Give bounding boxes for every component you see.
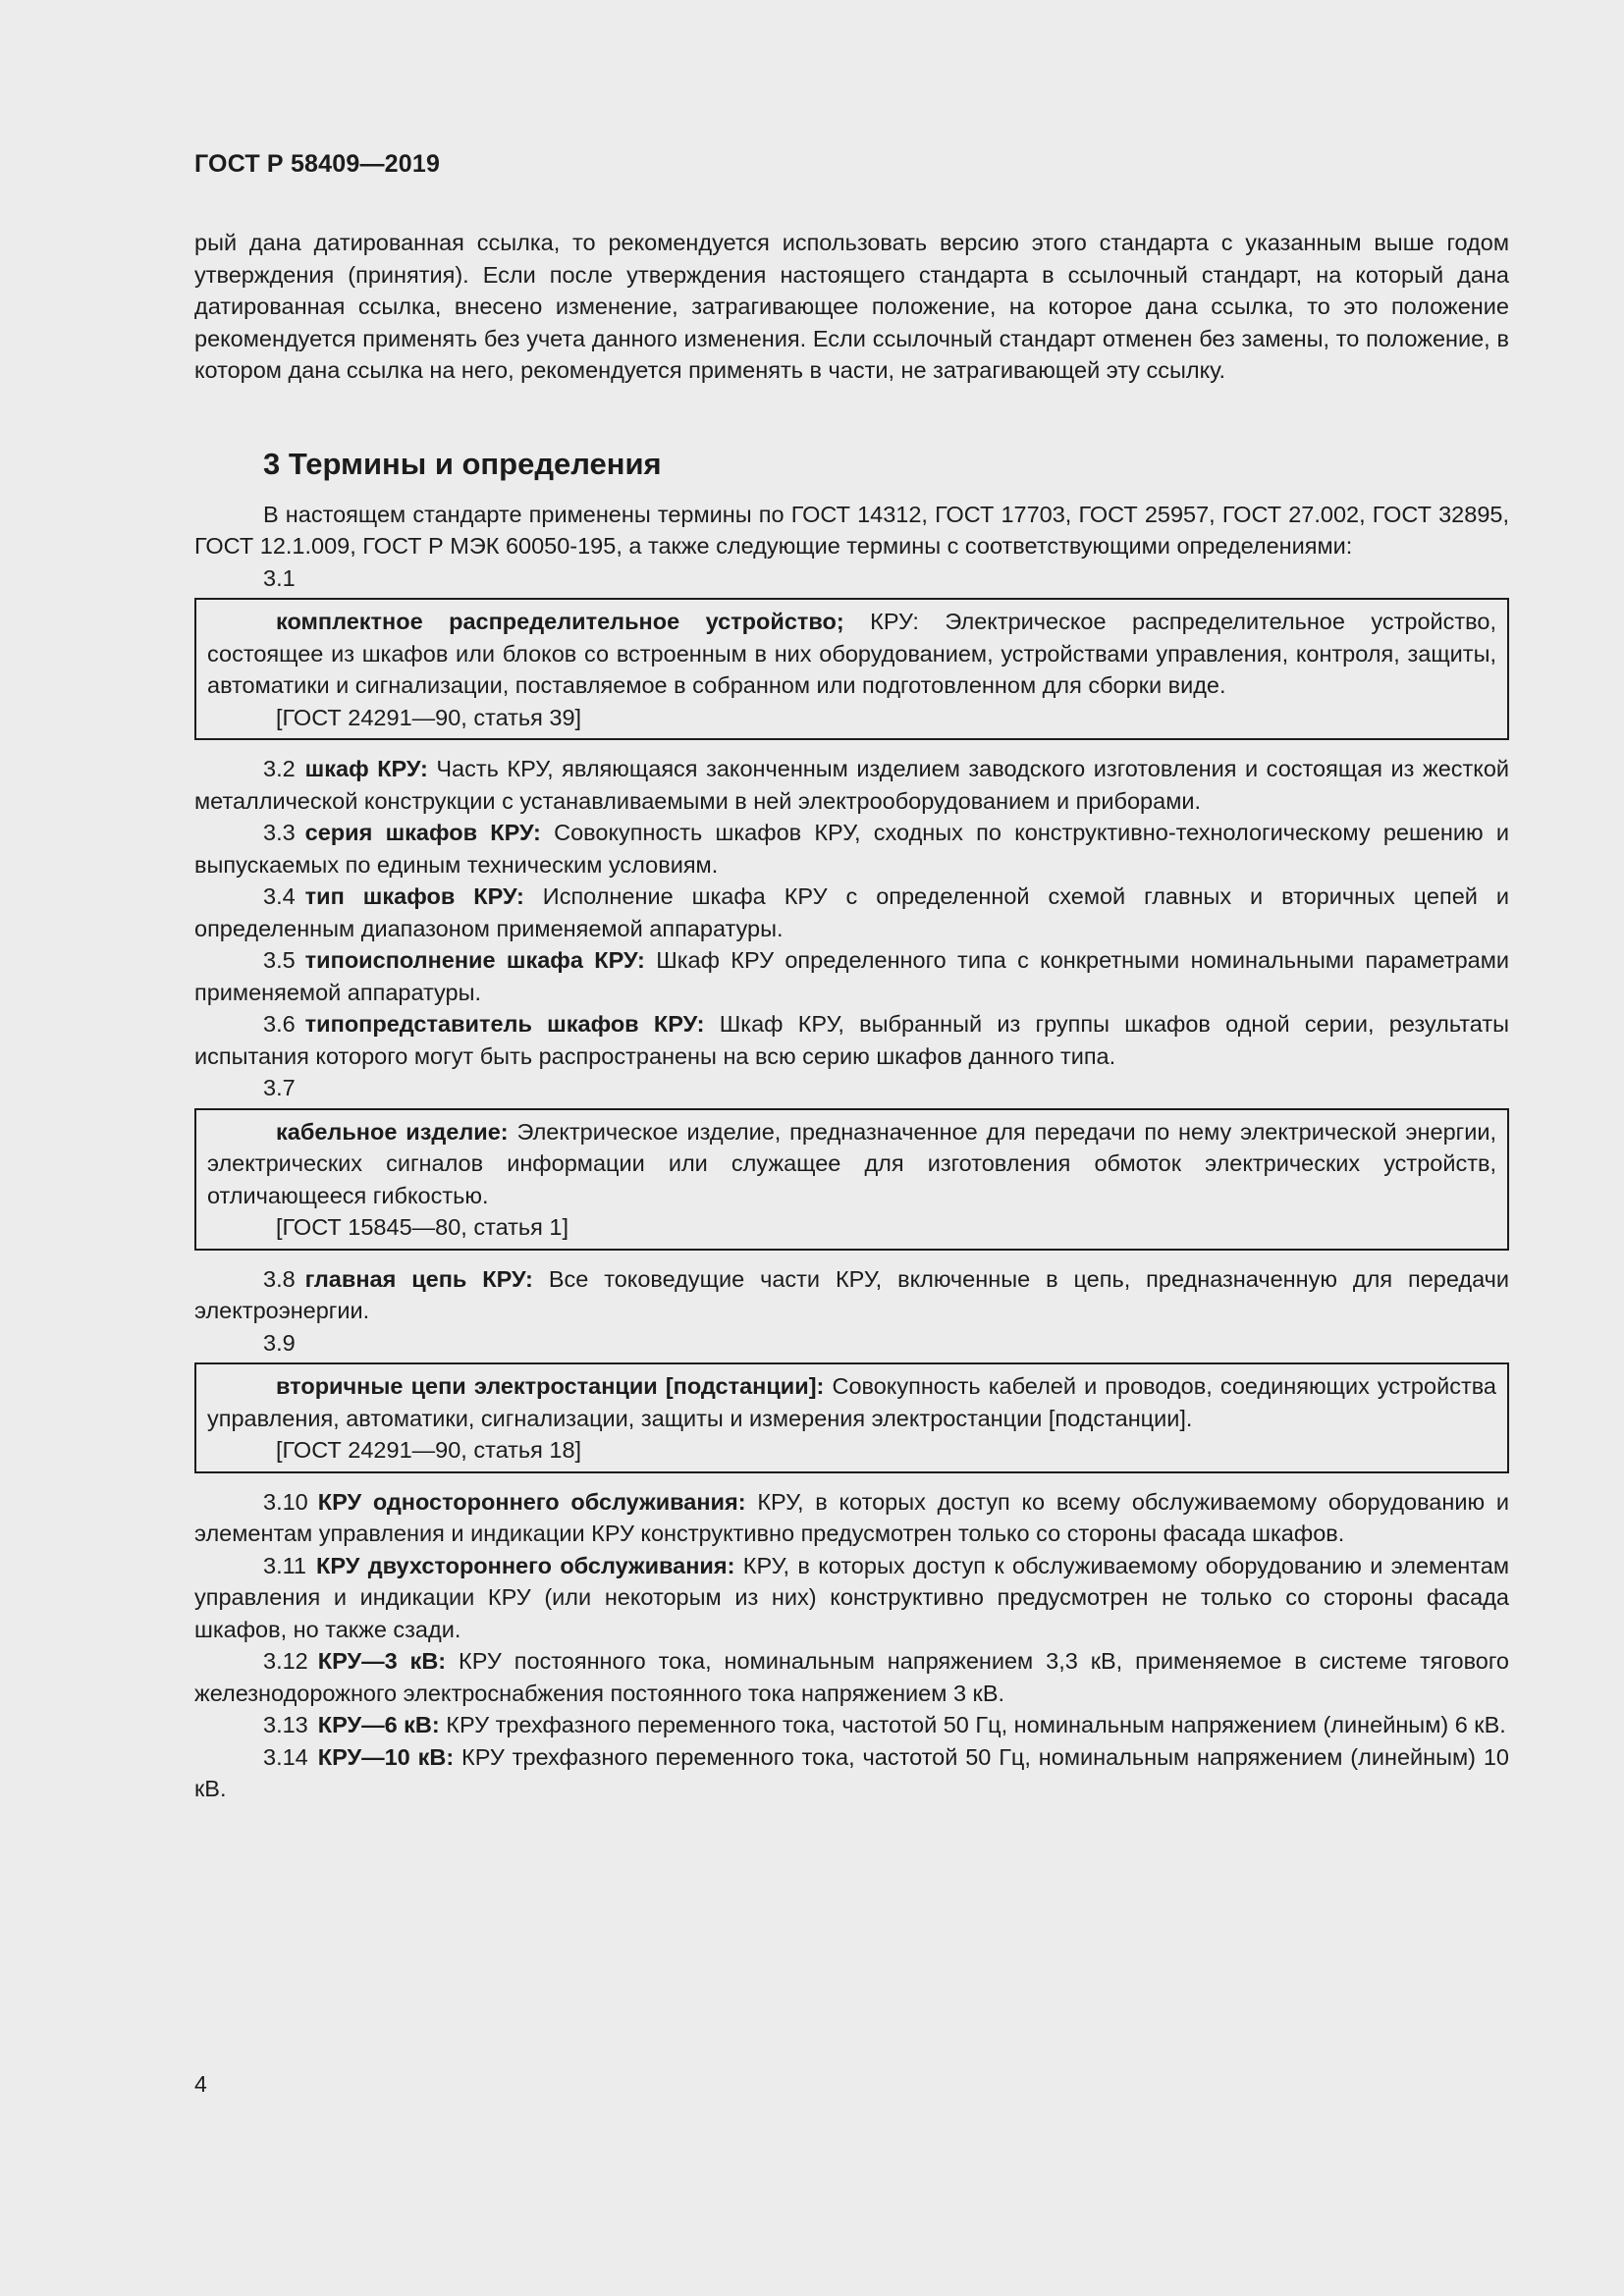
term-box-3-1	[194, 598, 1509, 740]
term-definition: КРУ: Электрическое распределительное устройство, состоящее из шкафов или блоков со встроенным в них оборудованием, устройствами управления, контроля, защиты, автоматики и сигнализации, поставляемое в собранном или подготовленном для сборки виде.	[207, 609, 1496, 698]
term-entry	[194, 944, 1509, 1008]
term-number: 3.5	[263, 947, 296, 973]
term-entry	[194, 817, 1509, 881]
term-number: 3.4	[263, 883, 296, 909]
term-definition: КРУ, в которых доступ к обслуживаемому оборудованию и элементам управления и индикации КРУ (или некоторым из них) конструктивно предусмотрен не только со стороны фасада шкафов, но также сзади.	[194, 1552, 1509, 1642]
term-definition: Шкаф КРУ, выбранный из группы шкафов одной серии, результаты испытания которого могут быть распространены на всю серию шкафов данного типа.	[194, 1011, 1509, 1069]
term-box-3-9	[194, 1362, 1509, 1473]
term-definition: КРУ трехфазного переменного тока, частотой 50 Гц, номинальным напряжением (линейным) 6 кВ.	[446, 1712, 1506, 1737]
term-definition: КРУ постоянного тока, номинальным напряжением 3,3 кВ, применяемое в системе тягового железнодорожного электроснабжения постоянного тока напряжением 3 кВ.	[194, 1648, 1510, 1706]
term-entry	[194, 881, 1509, 944]
term-name: КРУ—3 кВ:	[317, 1648, 447, 1674]
term-name: КРУ одностороннего обслуживания:	[317, 1488, 746, 1515]
term-definition: Исполнение шкафа КРУ с определенной схемой главных и вторичных цепей и определенным диапазоном применяемой аппаратуры.	[194, 883, 1510, 941]
term-entry	[207, 1370, 1496, 1434]
term-number: 3.12	[263, 1648, 308, 1674]
term-entry	[194, 1741, 1509, 1805]
term-name: комплектное распределительное устройство;	[276, 609, 844, 634]
term-number: 3.13	[263, 1712, 308, 1737]
term-entry	[194, 1709, 1509, 1741]
term-box-3-7	[194, 1108, 1509, 1251]
term-number: 3.7	[263, 1075, 296, 1100]
term-entry	[194, 1008, 1509, 1072]
term-name: кабельное изделие:	[276, 1118, 509, 1145]
term-entry	[194, 1645, 1509, 1709]
term-name: главная цепь КРУ:	[304, 1265, 533, 1292]
term-source: [ГОСТ 24291—90, статья 39]	[276, 704, 582, 730]
term-number: 3.6	[263, 1011, 296, 1037]
term-source: [ГОСТ 15845—80, статья 1]	[276, 1214, 568, 1240]
term-definition: Все токоведущие части КРУ, включенные в цепь, предназначенную для передачи электроэнергии.	[194, 1265, 1510, 1323]
document-body	[194, 227, 1509, 1805]
term-entry	[194, 753, 1509, 817]
term-entry	[194, 1486, 1509, 1550]
term-definition: Совокупность шкафов КРУ, сходных по конструктивно-технологическому решению и выпускаемых по единым техническим условиям.	[194, 820, 1509, 878]
term-name: КРУ—6 кВ:	[317, 1712, 440, 1737]
term-definition: Электрическое изделие, предназначенное для передачи по нему электрической энергии, электрических сигналов информации или служащее для изготовления обмоток электрических устройств, отличающееся гибкостью.	[207, 1118, 1496, 1208]
document-header: ГОСТ Р 58409—2019	[194, 150, 441, 178]
term-definition: КРУ трехфазного переменного тока, частотой 50 Гц, номинальным напряжением (линейным) 10 кВ.	[194, 1743, 1510, 1801]
term-name: КРУ—10 кВ:	[317, 1743, 455, 1770]
term-number: 3.9	[263, 1329, 296, 1356]
intro-paragraph: рый дана датированная ссылка, то рекомендуется использовать версию этого стандарта с указанным выше годом утверждения (принятия). Если после утверждения настоящего стандарта в ссылочный стандарт, на который дана датированная ссылка, внесено изменение, затрагивающее положение, на которое дана ссылка, то это положение рекомендуется применять без учета данного изменения. Если ссылочный стандарт отменен без замены, то положение, в котором дана ссылка на него, рекомендуется применять в части, не затрагивающей эту ссылку.	[194, 230, 1509, 383]
term-number: 3.1	[263, 564, 296, 591]
term-name: КРУ двухстороннего обслуживания:	[316, 1552, 735, 1578]
term-number: 3.11	[263, 1552, 306, 1578]
term-name: тип шкафов КРУ:	[304, 883, 524, 909]
term-definition: Шкаф КРУ определенного типа с конкретными номинальными параметрами применяемой аппаратуры.	[194, 947, 1510, 1005]
section-title: 3 Термины и определения	[263, 446, 662, 481]
term-definition: КРУ, в которых доступ ко всему обслуживаемому оборудованию и элементам управления и индикации КРУ конструктивно предусмотрен только со стороны фасада шкафов.	[194, 1488, 1509, 1546]
term-source: [ГОСТ 24291—90, статья 18]	[276, 1437, 582, 1463]
term-name: серия шкафов КРУ:	[304, 820, 541, 845]
term-definition: Совокупность кабелей и проводов, соединяющих устройства управления, автоматики, сигнализации, защиты и измерения электростанции [подстанции].	[207, 1373, 1497, 1431]
term-entry	[194, 1263, 1509, 1327]
term-entry	[207, 606, 1496, 702]
term-name: типопредставитель шкафов КРУ:	[304, 1011, 705, 1037]
term-entry	[194, 1550, 1509, 1646]
page-number: 4	[194, 2071, 207, 2097]
term-number: 3.10	[263, 1488, 308, 1515]
term-name: типоисполнение шкафа КРУ:	[304, 947, 645, 973]
term-name: шкаф КРУ:	[304, 756, 428, 781]
term-name: вторичные цепи электростанции [подстанции]:	[276, 1373, 825, 1399]
term-entry	[207, 1116, 1496, 1212]
section-lead: В настоящем стандарте применены термины по ГОСТ 14312, ГОСТ 17703, ГОСТ 25957, ГОСТ 27.002, ГОСТ 32895, ГОСТ 12.1.009, ГОСТ Р МЭК 60050-195, а также следующие термины с соответствующими определениями:	[194, 501, 1509, 559]
term-definition: Часть КРУ, являющаяся законченным изделием заводского изготовления и состоящая из жесткой металлической конструкции с устанавливаемыми в ней электрооборудованием и приборами.	[194, 756, 1510, 814]
term-number: 3.2	[263, 756, 296, 781]
term-number: 3.3	[263, 820, 296, 845]
term-number: 3.8	[263, 1265, 296, 1292]
term-number: 3.14	[263, 1743, 308, 1770]
